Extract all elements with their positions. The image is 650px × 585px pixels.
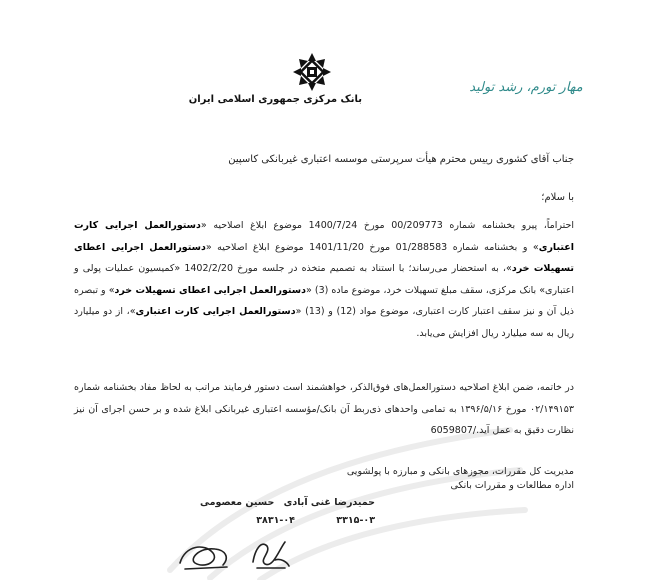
signatory-code-right: ۳۳۱۵-۰۳	[336, 515, 375, 526]
signature-right	[245, 532, 295, 572]
paragraph-1	[74, 215, 574, 344]
addressee: جناب آقای کشوری رییس محترم هیأت سرپرستی موسسه اعتباری غیربانکی کاسپین	[228, 154, 574, 165]
p1-text-1: احتراماً، پیرو بخشنامه شماره 00/209773 مورخ 1400/7/24 موضوع ابلاغ اصلاحیه «	[200, 220, 575, 231]
paragraph-2: در خاتمه، ضمن ابلاغ اصلاحیه دستورالعمل‌های فوق‌الذکر، خواهشمند است دستور فرمایند مراتب به لحاظ مفاد بخشنامه شماره ۰۲/۱۴۹۱۵۳ مورخ ۱۳۹۶/۵/۱۶ به تمامی واحدهای ذی‌ربط آن بانک/مؤسسه اعتباری غیربانکی ابلاغ شده و بر حسن اجرای آن نیز نظارت دقیق به عمل آید./6059807	[74, 382, 574, 436]
central-bank-logo	[188, 52, 362, 105]
bank-name: بانک مرکزی جمهوری اسلامی ایران	[188, 94, 362, 105]
signatory-code-left: ۳۸۳۱-۰۴	[256, 515, 295, 526]
p1-bold-3: دستورالعمل اجرایی اعطای تسهیلات خرد	[114, 284, 306, 296]
p1-bold-2: دستورالعمل اجرایی اعطای تسهیلات خرد	[74, 241, 574, 274]
signatory-department: مدیریت کل مقررات، مجوزهای بانکی و مبارزه با پولشویی	[346, 466, 574, 477]
signature-left	[175, 535, 235, 575]
central-bank-emblem-icon	[292, 52, 332, 92]
p1-text-5: »، از دو میلیارد ریال به سه میلیارد ریال افزایش می‌یابد.	[74, 306, 574, 339]
p1-bold-4: دستورالعمل اجرایی کارت اعتباری	[135, 306, 296, 317]
p1-text-4: » و تبصره ذیل آن و نیز سقف اعتبار کارت اعتباری، موضوع مواد (12) و (13) «	[74, 284, 574, 317]
signatory-office: اداره مطالعات و مقررات بانکی	[450, 480, 574, 491]
signatory-names	[175, 497, 375, 508]
signatory-codes	[185, 515, 375, 526]
greeting: با سلام؛	[541, 192, 574, 203]
slogan-logo: مهار تورم، رشد تولید	[469, 80, 583, 95]
signatory-name-left: حسین معصومی	[200, 497, 275, 508]
p1-text-2: » و بخشنامه شماره 01/288583 مورخ 1401/11/20 موضوع ابلاغ اصلاحیه «	[205, 241, 539, 253]
signatory-name-right: حمیدرضا غنی آبادی	[283, 497, 375, 508]
p1-text-3: »، به استحضار می‌رساند؛ با استناد به تصمیم متخذه در جلسه مورخ 1402/2/20 «کمیسیون عملیات پولی و اعتباری» بانک مرکزی، سقف مبلغ تسهیلات خرد، موضوع ماده (3) «	[74, 263, 574, 296]
p1-bold-1: دستورالعمل اجرایی کارت اعتباری	[74, 220, 574, 253]
